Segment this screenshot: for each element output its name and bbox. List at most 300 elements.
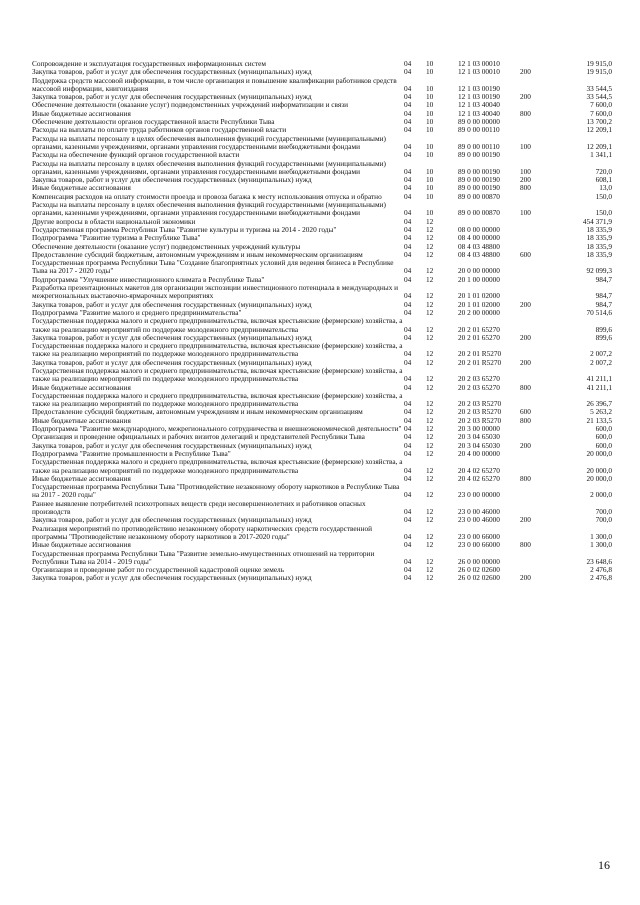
section-code: 04 bbox=[404, 324, 412, 334]
amount: 33 544,5 bbox=[586, 83, 612, 93]
amount: 700,0 bbox=[595, 515, 612, 525]
page-number: 16 bbox=[598, 858, 610, 872]
table-row bbox=[32, 525, 612, 542]
subsection-code: 12 bbox=[426, 573, 434, 583]
subsection-code: 12 bbox=[426, 540, 434, 550]
subsection-code: 12 bbox=[426, 291, 434, 301]
target-article-code: 08 4 00 00000 bbox=[458, 233, 500, 243]
item-name: Государственная поддержка малого и среднего предпринимательства, включая крестьянские (фермерские) хозяйства, а также на реализацию мероприятий по поддержке молодежного предпринимательства bbox=[32, 457, 403, 475]
expense-type-code bbox=[520, 276, 548, 284]
section-code: 04 bbox=[404, 357, 412, 367]
target-article-code: 23 0 00 00000 bbox=[458, 490, 500, 500]
subsection-code: 12 bbox=[426, 332, 434, 342]
amount: 1 300,0 bbox=[590, 540, 612, 550]
expense-type-code: 200 bbox=[520, 440, 531, 450]
target-article-code: 89 0 00 00110 bbox=[458, 125, 500, 135]
expense-type-code: 800 bbox=[520, 415, 531, 425]
section-code: 04 bbox=[404, 382, 412, 392]
item-name: Иные бюджетные ассигнования bbox=[32, 183, 131, 193]
subsection-code: 12 bbox=[426, 490, 434, 500]
table-row bbox=[32, 342, 612, 359]
budget-expenditure-table bbox=[32, 60, 612, 583]
item-name: Организация и проведение работ по государственной кадастровой оценке земель bbox=[32, 565, 285, 575]
section-code: 04 bbox=[404, 183, 412, 193]
subsection-code: 12 bbox=[426, 399, 434, 409]
item-name: Иные бюджетные ассигнования bbox=[32, 473, 131, 483]
section-code: 04 bbox=[404, 191, 412, 201]
subsection-code: 10 bbox=[426, 83, 434, 93]
table-row bbox=[32, 574, 612, 582]
table-row bbox=[32, 259, 612, 276]
expense-type-code: 200 bbox=[520, 515, 531, 525]
subsection-code: 12 bbox=[426, 324, 434, 334]
section-code: 04 bbox=[404, 415, 412, 425]
section-code: 04 bbox=[404, 59, 412, 68]
subsection-code: 10 bbox=[426, 67, 434, 77]
table-row bbox=[32, 284, 612, 301]
section-code: 04 bbox=[404, 573, 412, 583]
amount: 23 648,6 bbox=[586, 556, 612, 566]
item-name: Государственная поддержка малого и среднего предпринимательства, включая крестьянские (фермерские) хозяйства, а также на реализацию мероприятий по поддержке молодежного предпринимательства bbox=[32, 316, 403, 334]
subsection-code: 10 bbox=[426, 150, 434, 160]
table-row bbox=[32, 77, 612, 94]
expense-type-code bbox=[520, 367, 548, 384]
expense-type-code bbox=[520, 284, 548, 301]
expense-type-code bbox=[520, 525, 548, 542]
amount: 12 209,1 bbox=[586, 141, 612, 151]
item-name: Другие вопросы в области национальной экономики bbox=[32, 216, 196, 226]
expense-type-code: 200 bbox=[520, 92, 531, 102]
item-name: Подпрограмма "Развитие малого и среднего предпринимательства" bbox=[32, 307, 242, 317]
item-name: Закупка товаров, работ и услуг для обеспечения государственных (муниципальных) нужд bbox=[32, 515, 312, 525]
target-article-code: 20 1 01 02000 bbox=[458, 291, 500, 301]
section-code: 04 bbox=[404, 108, 412, 118]
item-name: Закупка товаров, работ и услуг для обеспечения государственных (муниципальных) нужд bbox=[32, 332, 312, 342]
subsection-code: 10 bbox=[426, 92, 434, 102]
item-name: Обеспечение деятельности (оказание услуг) подведомственных учреждений информатизации и связи bbox=[32, 100, 349, 110]
subsection-code: 12 bbox=[426, 531, 434, 541]
subsection-code: 12 bbox=[426, 307, 434, 317]
target-article-code: 20 2 01 R5270 bbox=[458, 349, 502, 359]
subsection-code: 12 bbox=[426, 515, 434, 525]
item-name: Иные бюджетные ассигнования bbox=[32, 108, 131, 118]
item-name: Организация и проведение официальных и рабочих визитов делегаций и представителей Республики Тыва bbox=[32, 432, 365, 442]
section-code: 04 bbox=[404, 507, 412, 517]
target-article-code: 12 1 03 00010 bbox=[458, 59, 500, 68]
section-code: 04 bbox=[404, 490, 412, 500]
expense-type-code: 800 bbox=[520, 540, 531, 550]
target-article-code: 20 2 00 00000 bbox=[458, 307, 500, 317]
target-article-code: 89 0 00 00190 bbox=[458, 150, 500, 160]
target-article-code: 26 0 02 02600 bbox=[458, 573, 500, 583]
target-article-code: 20 2 03 R5270 bbox=[458, 407, 502, 417]
item-name: Сопровождение и эксплуатация государственных информационных систем bbox=[32, 59, 266, 68]
expense-type-code bbox=[520, 151, 548, 159]
section-code: 04 bbox=[404, 67, 412, 77]
item-name: Компенсация расходов на оплату стоимости проезда и провоза багажа к месту использования отпуска и обратно bbox=[32, 191, 382, 201]
subsection-code: 12 bbox=[426, 432, 434, 442]
section-code: 04 bbox=[404, 208, 412, 218]
table-row bbox=[32, 317, 612, 334]
item-name: Раннее выявление потребителей психотропных веществ среди несовершеннолетних и работников опасных производств bbox=[32, 498, 366, 517]
target-article-code: 12 1 03 00190 bbox=[458, 92, 500, 102]
section-code: 04 bbox=[404, 175, 412, 185]
amount: 700,0 bbox=[595, 507, 612, 517]
target-article-code: 26 0 00 00000 bbox=[458, 556, 500, 566]
expense-type-code: 200 bbox=[520, 357, 531, 367]
expense-type-code bbox=[520, 483, 548, 500]
section-code: 04 bbox=[404, 141, 412, 151]
amount: 33 544,5 bbox=[586, 92, 612, 102]
item-name: Иные бюджетные ассигнования bbox=[32, 540, 131, 550]
amount: 899,6 bbox=[595, 324, 612, 334]
subsection-code: 12 bbox=[426, 241, 434, 251]
subsection-code: 10 bbox=[426, 175, 434, 185]
section-code: 04 bbox=[404, 432, 412, 442]
section-code: 04 bbox=[404, 556, 412, 566]
target-article-code: 20 2 01 R5270 bbox=[458, 357, 502, 367]
amount: 454 371,9 bbox=[582, 216, 612, 226]
subsection-code: 12 bbox=[426, 556, 434, 566]
target-article-code: 89 0 00 00190 bbox=[458, 175, 500, 185]
subsection-code: 12 bbox=[426, 274, 434, 284]
target-article-code: 20 1 00 00000 bbox=[458, 274, 500, 284]
expense-type-code: 600 bbox=[520, 249, 531, 259]
target-article-code: 20 4 02 65270 bbox=[458, 465, 500, 475]
expense-type-code bbox=[520, 118, 548, 126]
section-code: 04 bbox=[404, 125, 412, 135]
expense-type-code bbox=[520, 425, 548, 433]
expense-type-code bbox=[520, 309, 548, 317]
section-code: 04 bbox=[404, 531, 412, 541]
target-article-code: 20 2 03 65270 bbox=[458, 374, 500, 384]
expense-type-code bbox=[520, 259, 548, 276]
section-code: 04 bbox=[404, 241, 412, 251]
amount: 150,0 bbox=[595, 191, 612, 201]
section-code: 04 bbox=[404, 407, 412, 417]
amount: 18 335,9 bbox=[586, 233, 612, 243]
item-name: Иные бюджетные ассигнования bbox=[32, 415, 131, 425]
amount: 19 915,0 bbox=[586, 59, 612, 68]
section-code: 04 bbox=[404, 515, 412, 525]
item-name: Предоставление субсидий бюджетным, автономным учреждениям и иным некоммерческим организациям bbox=[32, 249, 363, 259]
expense-type-code bbox=[520, 500, 548, 517]
subsection-code: 12 bbox=[426, 233, 434, 243]
section-code: 04 bbox=[404, 92, 412, 102]
item-name: Государственная программа Республики Тыва "Противодействие незаконному обороту наркотиков в Республике Тыва на 2017 - 2020 годы" bbox=[32, 482, 400, 500]
target-article-code: 12 1 03 40040 bbox=[458, 100, 500, 110]
subsection-code: 10 bbox=[426, 59, 434, 68]
amount: 20 000,0 bbox=[586, 465, 612, 475]
subsection-code: 12 bbox=[426, 382, 434, 392]
target-article-code: 26 0 02 02600 bbox=[458, 565, 500, 575]
expense-type-code bbox=[520, 342, 548, 359]
target-article-code: 08 4 03 48800 bbox=[458, 249, 500, 259]
expense-type-code: 100 bbox=[520, 208, 531, 218]
expense-type-code bbox=[520, 234, 548, 242]
table-row bbox=[32, 458, 612, 475]
expense-type-code: 800 bbox=[520, 183, 531, 193]
target-article-code: 20 0 00 00000 bbox=[458, 266, 500, 276]
expense-type-code bbox=[520, 458, 548, 475]
subsection-code: 12 bbox=[426, 565, 434, 575]
target-article-code: 20 3 00 00000 bbox=[458, 424, 500, 434]
subsection-code: 12 bbox=[426, 440, 434, 450]
item-name: Государственная программа Республики Тыва "Создание благоприятных условий для ведения бизнеса в Республике Тыва на 2017 - 2020 годы" bbox=[32, 258, 394, 276]
target-article-code: 89 0 00 00190 bbox=[458, 166, 500, 176]
amount: 899,6 bbox=[595, 332, 612, 342]
table-row bbox=[32, 367, 612, 384]
target-article-code: 89 0 00 00870 bbox=[458, 208, 500, 218]
section-code: 04 bbox=[404, 307, 412, 317]
target-article-code: 23 0 00 66000 bbox=[458, 540, 500, 550]
amount: 41 211,1 bbox=[586, 374, 612, 384]
item-name: Предоставление субсидий бюджетным, автономным учреждениям и иным некоммерческим организациям bbox=[32, 407, 363, 417]
subsection-code: 12 bbox=[426, 465, 434, 475]
item-name: Расходы на выплаты персоналу в целях обеспечения выполнения функций государственными (муниципальными) органами, казенными учреждениями, органами управления государственными внебюджетными фондами bbox=[32, 158, 386, 176]
amount: 5 263,2 bbox=[590, 407, 612, 417]
amount: 92 099,3 bbox=[586, 266, 612, 276]
item-name: Закупка товаров, работ и услуг для обеспечения государственных (муниципальных) нужд bbox=[32, 67, 312, 77]
subsection-code: 12 bbox=[426, 415, 434, 425]
amount: 7 600,0 bbox=[590, 100, 612, 110]
amount: 19 915,0 bbox=[586, 67, 612, 77]
amount: 984,7 bbox=[595, 291, 612, 301]
subsection-code: 12 bbox=[426, 473, 434, 483]
section-code: 04 bbox=[404, 565, 412, 575]
subsection-code: 12 bbox=[426, 424, 434, 434]
subsection-code: 10 bbox=[426, 208, 434, 218]
amount: 600,0 bbox=[595, 440, 612, 450]
expense-type-code bbox=[520, 550, 548, 567]
table-row bbox=[32, 500, 612, 517]
item-name: Государственная программа Республики Тыва "Развитие культуры и туризма на 2014 - 2020 годы" bbox=[32, 224, 337, 234]
target-article-code: 23 0 00 66000 bbox=[458, 531, 500, 541]
amount: 20 000,0 bbox=[586, 473, 612, 483]
amount: 1 341,1 bbox=[590, 150, 612, 160]
target-article-code: 12 1 03 00190 bbox=[458, 83, 500, 93]
item-name: Расходы на обеспечение функций органов государственной власти bbox=[32, 150, 240, 160]
target-article-code: 20 2 03 R5270 bbox=[458, 415, 502, 425]
section-code: 04 bbox=[404, 299, 412, 309]
section-code: 04 bbox=[404, 224, 412, 234]
expense-type-code: 800 bbox=[520, 473, 531, 483]
table-row bbox=[32, 483, 612, 500]
expense-type-code: 600 bbox=[520, 407, 531, 417]
table-row bbox=[32, 550, 612, 567]
item-name: Обеспечение деятельности органов государственной власти Республики Тыва bbox=[32, 117, 275, 127]
subsection-code: 10 bbox=[426, 183, 434, 193]
amount: 20 000,0 bbox=[586, 448, 612, 458]
section-code: 04 bbox=[404, 166, 412, 176]
amount: 12 209,1 bbox=[586, 125, 612, 135]
section-code: 04 bbox=[404, 399, 412, 409]
section-code: 04 bbox=[404, 473, 412, 483]
section-code: 04 bbox=[404, 349, 412, 359]
amount: 2 007,2 bbox=[590, 357, 612, 367]
section-code: 04 bbox=[404, 266, 412, 276]
amount: 21 133,5 bbox=[586, 415, 612, 425]
table-row bbox=[32, 135, 612, 152]
item-name: Обеспечение деятельности (оказание услуг) подведомственных учреждений культуры bbox=[32, 241, 301, 251]
item-name: Государственная программа Республики Тыва "Развитие земельно-имущественных отношений на территории Республики Тыва на 2014 - 2019 годы" bbox=[32, 548, 375, 566]
subsection-code: 12 bbox=[426, 349, 434, 359]
section-code: 04 bbox=[404, 448, 412, 458]
amount: 1 300,0 bbox=[590, 531, 612, 541]
amount: 18 335,9 bbox=[586, 241, 612, 251]
target-article-code: 12 1 03 40040 bbox=[458, 108, 500, 118]
table-body bbox=[32, 60, 612, 583]
subsection-code: 12 bbox=[426, 507, 434, 517]
amount: 150,0 bbox=[595, 208, 612, 218]
amount: 600,0 bbox=[595, 424, 612, 434]
item-name: Подпрограмма "Улучшение инвестиционного климата в Республике Тыва" bbox=[32, 274, 265, 284]
expense-type-code: 200 bbox=[520, 332, 531, 342]
subsection-code: 10 bbox=[426, 117, 434, 127]
target-article-code: 20 2 03 65270 bbox=[458, 382, 500, 392]
target-article-code: 20 2 03 R5270 bbox=[458, 399, 502, 409]
subsection-code: 10 bbox=[426, 166, 434, 176]
subsection-code: 12 bbox=[426, 216, 434, 226]
item-name: Закупка товаров, работ и услуг для обеспечения государственных (муниципальных) нужд bbox=[32, 92, 312, 102]
item-name: Расходы на выплаты по оплате труда работников органов государственной власти bbox=[32, 125, 287, 135]
subsection-code: 10 bbox=[426, 108, 434, 118]
section-code: 04 bbox=[404, 465, 412, 475]
subsection-code: 12 bbox=[426, 224, 434, 234]
expense-type-code bbox=[520, 218, 548, 226]
amount: 2 476,8 bbox=[590, 565, 612, 575]
amount: 720,0 bbox=[595, 166, 612, 176]
target-article-code: 89 0 00 00190 bbox=[458, 183, 500, 193]
subsection-code: 10 bbox=[426, 191, 434, 201]
expense-type-code bbox=[520, 226, 548, 234]
amount: 2 007,2 bbox=[590, 349, 612, 359]
expense-type-code: 800 bbox=[520, 108, 531, 118]
subsection-code: 12 bbox=[426, 249, 434, 259]
target-article-code: 20 2 01 65270 bbox=[458, 332, 500, 342]
subsection-code: 12 bbox=[426, 357, 434, 367]
target-article-code: 89 0 00 00000 bbox=[458, 117, 500, 127]
target-article-code: 12 1 03 00010 bbox=[458, 67, 500, 77]
amount: 984,7 bbox=[595, 299, 612, 309]
subsection-code: 10 bbox=[426, 141, 434, 151]
target-article-code: 89 0 00 00870 bbox=[458, 191, 500, 201]
expense-type-code: 200 bbox=[520, 573, 531, 583]
expense-type-code: 800 bbox=[520, 382, 531, 392]
amount: 600,0 bbox=[595, 432, 612, 442]
section-code: 04 bbox=[404, 540, 412, 550]
section-code: 04 bbox=[404, 117, 412, 127]
target-article-code: 23 0 00 46000 bbox=[458, 507, 500, 517]
section-code: 04 bbox=[404, 291, 412, 301]
expense-type-code bbox=[520, 126, 548, 134]
target-article-code: 08 4 03 48800 bbox=[458, 241, 500, 251]
amount: 2 000,0 bbox=[590, 490, 612, 500]
item-name: Подпрограмма "Развитие промышленности в Республике Тыва" bbox=[32, 448, 231, 458]
item-name: Подпрограмма "Развитие международного, межрегионального сотрудничества и внешнеэкономической деятельности" bbox=[32, 424, 402, 434]
item-name: Разработка презентационных макетов для организации экспозиции инвестиционного потенциала в международных и межрегиональных выставочно-ярмарочных мероприятиях bbox=[32, 283, 399, 301]
item-name: Закупка товаров, работ и услуг для обеспечения государственных (муниципальных) нужд bbox=[32, 440, 312, 450]
amount: 41 211,1 bbox=[586, 382, 612, 392]
section-code: 04 bbox=[404, 233, 412, 243]
expense-type-code bbox=[520, 450, 548, 458]
section-code: 04 bbox=[404, 83, 412, 93]
target-article-code: 20 1 01 02000 bbox=[458, 299, 500, 309]
amount: 18 335,9 bbox=[586, 224, 612, 234]
section-code: 04 bbox=[404, 150, 412, 160]
expense-type-code: 100 bbox=[520, 166, 531, 176]
subsection-code: 12 bbox=[426, 299, 434, 309]
item-name: Государственная поддержка малого и среднего предпринимательства, включая крестьянские (фермерские) хозяйства, а также на реализацию мероприятий по поддержке молодежного предпринимательства bbox=[32, 365, 403, 384]
table-row bbox=[32, 160, 612, 177]
item-name: Расходы на выплаты персоналу в целях обеспечения выполнения функций государственными (муниципальными) органами, казенными учреждениями, органами управления государственными внебюджетными фондами bbox=[32, 133, 386, 151]
target-article-code: 23 0 00 46000 bbox=[458, 515, 500, 525]
item-name: Расходы на выплаты персоналу в целях обеспечения выполнения функций государственными (муниципальными) органами, казенными учреждениями, органами управления государственными внебюджетными фондами bbox=[32, 200, 386, 218]
target-article-code: 20 3 04 65030 bbox=[458, 432, 500, 442]
amount: 13,0 bbox=[599, 183, 612, 193]
item-name: Иные бюджетные ассигнования bbox=[32, 382, 131, 392]
expense-type-code: 100 bbox=[520, 141, 531, 151]
subsection-code: 12 bbox=[426, 266, 434, 276]
expense-type-code bbox=[520, 392, 548, 409]
target-article-code: 20 2 01 65270 bbox=[458, 324, 500, 334]
item-name: Государственная поддержка малого и среднего предпринимательства, включая крестьянские (фермерские) хозяйства, а также на реализацию мероприятий по поддержке молодежного предпринимательства bbox=[32, 341, 403, 359]
target-article-code: 08 0 00 00000 bbox=[458, 224, 500, 234]
section-code: 04 bbox=[404, 424, 412, 434]
table-row bbox=[32, 392, 612, 409]
amount: 26 396,7 bbox=[586, 399, 612, 409]
expense-type-code bbox=[520, 193, 548, 201]
section-code: 04 bbox=[404, 440, 412, 450]
amount: 2 476,8 bbox=[590, 573, 612, 583]
item-name: Реализация мероприятий по противодействию незаконному обороту наркотических средств государственной программы "Противодействие незаконному обороту наркотиков в 2017-2020 годы" bbox=[32, 523, 373, 541]
item-name: Государственная поддержка малого и среднего предпринимательства, включая крестьянские (фермерские) хозяйства, а также на реализацию мероприятий по поддержке молодежного предпринимательства bbox=[32, 390, 403, 409]
section-code: 04 bbox=[404, 100, 412, 110]
amount: 18 335,9 bbox=[586, 249, 612, 259]
expense-type-code bbox=[520, 77, 548, 94]
subsection-code: 12 bbox=[426, 448, 434, 458]
amount: 13 700,2 bbox=[586, 117, 612, 127]
subsection-code: 10 bbox=[426, 100, 434, 110]
section-code: 04 bbox=[404, 249, 412, 259]
target-article-code: 20 4 00 00000 bbox=[458, 448, 500, 458]
section-code: 04 bbox=[404, 216, 412, 226]
expense-type-code: 200 bbox=[520, 175, 531, 185]
expense-type-code: 200 bbox=[520, 299, 531, 309]
subsection-code: 12 bbox=[426, 407, 434, 417]
table-row bbox=[32, 201, 612, 218]
section-code: 04 bbox=[404, 374, 412, 384]
item-name: Закупка товаров, работ и услуг для обеспечения государственных (муниципальных) нужд bbox=[32, 357, 312, 367]
subsection-code: 10 bbox=[426, 125, 434, 135]
amount: 7 600,0 bbox=[590, 108, 612, 118]
expense-type-code: 200 bbox=[520, 67, 531, 77]
section-code: 04 bbox=[404, 332, 412, 342]
amount: 70 514,6 bbox=[586, 307, 612, 317]
item-name: Закупка товаров, работ и услуг для обеспечения государственных (муниципальных) нужд bbox=[32, 573, 312, 583]
item-name: Подпрограмма "Развитие туризма в Республике Тыва" bbox=[32, 233, 201, 243]
target-article-code: 20 4 02 65270 bbox=[458, 473, 500, 483]
item-name: Закупка товаров, работ и услуг для обеспечения государственных (муниципальных) нужд bbox=[32, 299, 312, 309]
subsection-code: 12 bbox=[426, 374, 434, 384]
item-name: Поддержка средств массовой информации, в том числе организация и повышение квалификации работников средств массовой информации, книгоиздания bbox=[32, 75, 397, 93]
section-code: 04 bbox=[404, 274, 412, 284]
item-name: Закупка товаров, работ и услуг для обеспечения государственных (муниципальных) нужд bbox=[32, 175, 312, 185]
expense-type-code bbox=[520, 317, 548, 334]
amount: 608,1 bbox=[595, 175, 612, 185]
target-article-code: 89 0 00 00110 bbox=[458, 141, 500, 151]
amount: 984,7 bbox=[595, 274, 612, 284]
